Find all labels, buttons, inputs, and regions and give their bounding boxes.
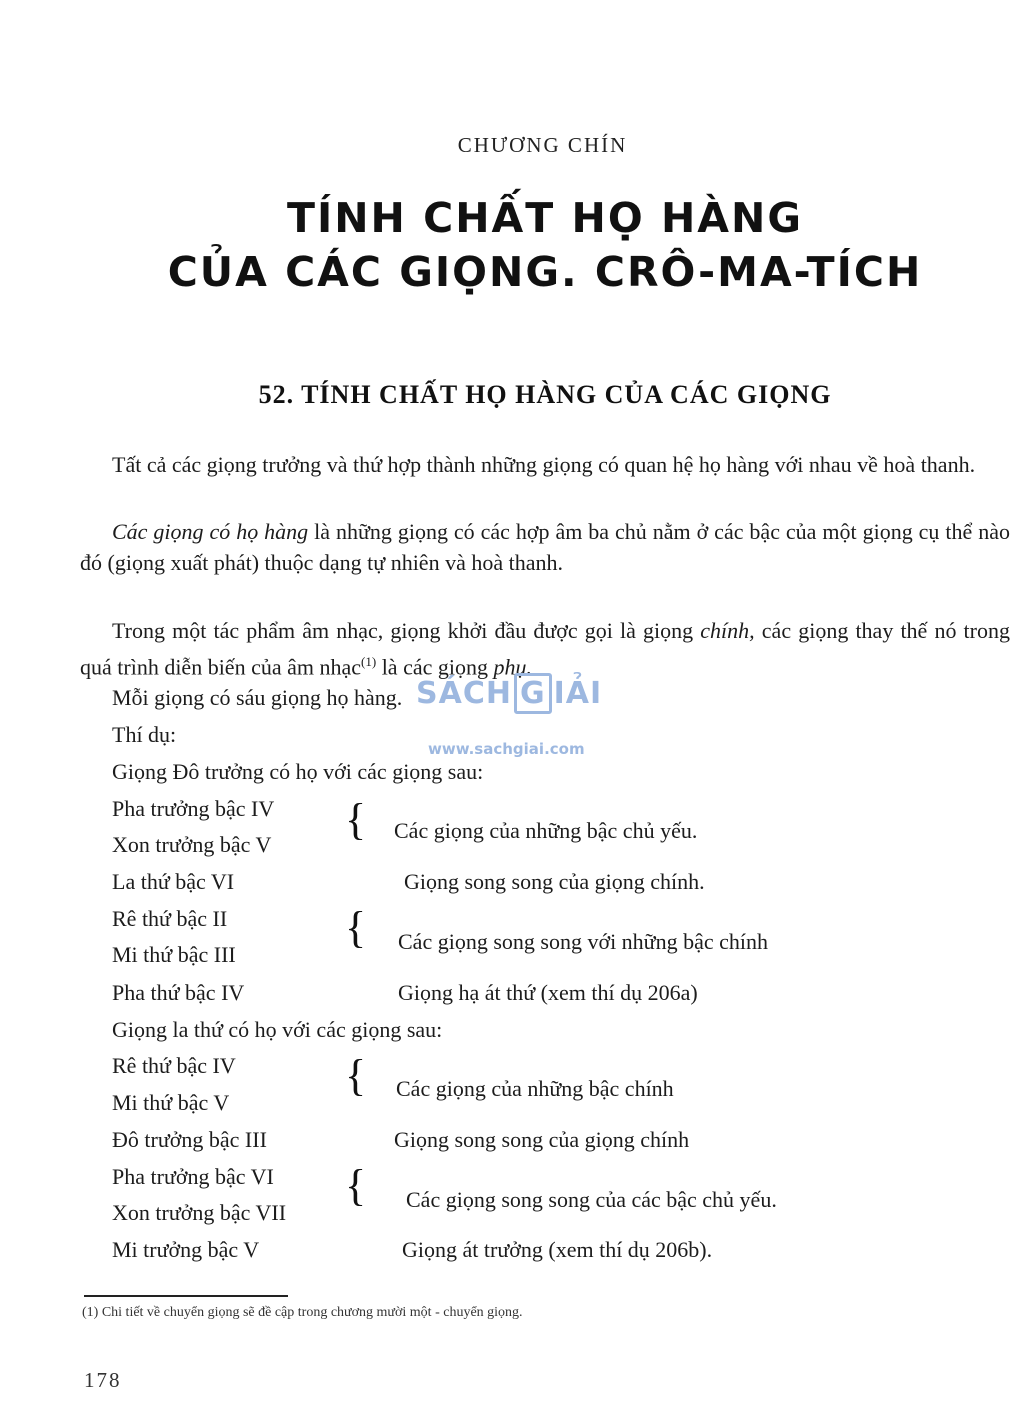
paragraph-2-emphasis: Các giọng có họ hàng — [112, 519, 309, 544]
la-minor-key-4: Pha trưởng bậc VI — [112, 1164, 274, 1189]
la-minor-desc-1: Các giọng của những bậc chính — [396, 1076, 674, 1101]
do-major-desc-2: Giọng song song của giọng chính. — [404, 869, 705, 894]
do-major-desc-1: Các giọng của những bậc chủ yếu. — [394, 818, 698, 843]
brace-icon: { — [345, 903, 367, 952]
footnote-rule — [84, 1295, 288, 1297]
watermark-text-right: IẢI — [553, 676, 603, 711]
paragraph-2 — [80, 516, 1010, 578]
do-major-key-5: Mi thứ bậc III — [112, 942, 236, 967]
paragraph-3-text-c: là các giọng — [376, 654, 494, 680]
section-heading: 52. TÍNH CHẤT HỌ HÀNG CỦA CÁC GIỌNG — [258, 380, 832, 409]
do-major-key-3: La thứ bậc VI — [112, 869, 235, 894]
do-major-desc-4: Giọng hạ át thứ (xem thí dụ 206a) — [398, 980, 698, 1005]
paragraph-3-chinh: chính, — [700, 618, 755, 643]
paragraph-2-text: là những giọng có các hợp âm ba chủ nằm ở các bậc của một giọng cụ thể nào đó (giọng xuất phát) thuộc dạng tự nhiên và hoà thanh. — [80, 519, 1010, 575]
la-minor-key-6: Mi trưởng bậc V — [112, 1237, 260, 1262]
paragraph-3-text-b: các giọng thay thế nó trong quá trình diễn biến của âm nhạc — [80, 618, 1011, 680]
watermark-url: www.sachgiai.com — [428, 740, 585, 758]
brace-icon: { — [345, 795, 367, 844]
paragraph-1: Tất cả các giọng trưởng và thứ hợp thành những giọng có quan hệ họ hàng với nhau về hoà thanh. — [112, 452, 976, 477]
footnote: (1) Chi tiết về chuyển giọng sẽ đề cập trong chương mười một - chuyển giọng. — [82, 1305, 523, 1320]
la-minor-desc-4: Giọng át trưởng (xem thí dụ 206b). — [402, 1237, 713, 1262]
line-six-related: Mỗi giọng có sáu giọng họ hàng. — [112, 685, 403, 710]
do-major-key-4: Rê thứ bậc II — [112, 906, 228, 931]
do-major-desc-3: Các giọng song song với những bậc chính — [398, 929, 769, 954]
brace-icon: { — [345, 1161, 367, 1210]
paragraph-3-phu: phụ. — [493, 654, 532, 680]
la-minor-key-2: Mi thứ bậc V — [112, 1090, 230, 1115]
brace-icon: { — [345, 1051, 367, 1100]
watermark-text-left: SÁCH — [416, 676, 512, 711]
footnote-ref: (1) — [361, 654, 377, 669]
la-minor-key-5: Xon trưởng bậc VII — [112, 1200, 287, 1225]
page-number: 178 — [84, 1368, 122, 1392]
do-major-key-1: Pha trưởng bậc IV — [112, 796, 275, 821]
la-minor-desc-3: Các giọng song song của các bậc chủ yếu. — [406, 1187, 777, 1212]
do-major-key-2: Xon trưởng bậc V — [112, 832, 272, 857]
do-major-intro: Giọng Đô trưởng có họ với các giọng sau: — [112, 759, 484, 784]
do-major-key-6: Pha thứ bậc IV — [112, 980, 245, 1005]
watermark-box: G — [514, 673, 552, 714]
chapter-label: CHƯƠNG CHÍN — [457, 133, 628, 157]
watermark-logo — [416, 676, 602, 711]
la-minor-key-1: Rê thứ bậc IV — [112, 1053, 236, 1078]
la-minor-intro: Giọng la thứ có họ với các giọng sau: — [112, 1017, 443, 1042]
paragraph-3-text-a: Trong một tác phẩm âm nhạc, giọng khởi đầu được gọi là giọng — [112, 618, 701, 643]
la-minor-desc-2: Giọng song song của giọng chính — [394, 1127, 690, 1152]
la-minor-key-3: Đô trưởng bậc III — [112, 1127, 267, 1152]
chapter-title-line-2: CỦA CÁC GIỌNG. CRÔ-MA-TÍCH — [167, 248, 923, 296]
chapter-title-line-1: TÍNH CHẤT HỌ HÀNG — [287, 194, 803, 242]
example-label: Thí dụ: — [112, 722, 177, 747]
